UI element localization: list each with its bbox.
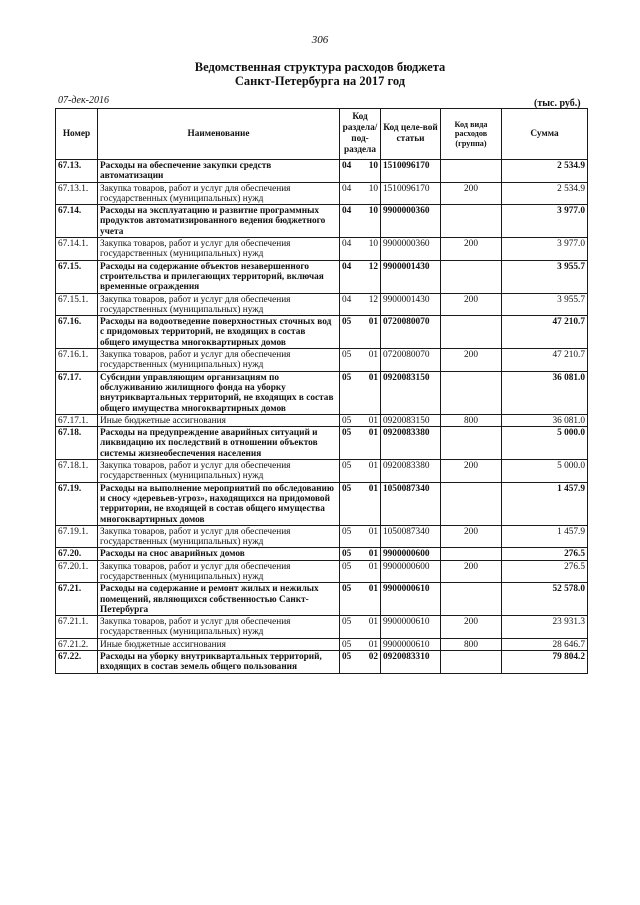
row-article-code: 1050087340 xyxy=(381,482,441,525)
row-kind-code xyxy=(441,205,502,238)
row-section-code xyxy=(340,349,381,372)
subsection-code: 01 xyxy=(368,549,378,560)
row-sum: 276.5 xyxy=(502,548,588,560)
row-kind-code xyxy=(441,583,502,616)
row-sum: 36 081.0 xyxy=(502,371,588,414)
row-number: 67.19. xyxy=(56,482,98,525)
row-number: 67.21.1. xyxy=(56,616,98,639)
section-code: 05 xyxy=(342,461,352,472)
table-row xyxy=(56,182,588,205)
row-number: 67.17.1. xyxy=(56,414,98,426)
section-code: 04 xyxy=(342,239,352,250)
table-row xyxy=(56,525,588,548)
row-article-code: 1050087340 xyxy=(381,525,441,548)
row-kind-code: 800 xyxy=(441,414,502,426)
subsection-code: 10 xyxy=(368,206,378,217)
section-code: 05 xyxy=(342,652,352,663)
header-article: Код целе-вой статьи xyxy=(381,109,441,160)
row-number: 67.21. xyxy=(56,583,98,616)
row-name: Расходы на содержание и ремонт жилых и нежилых помещений, являющихся собственностью Санкт-Петербурга xyxy=(98,583,340,616)
subsection-code: 01 xyxy=(368,317,378,328)
section-code: 05 xyxy=(342,561,352,572)
row-section-code xyxy=(340,371,381,414)
row-sum: 3 955.7 xyxy=(502,293,588,316)
document-date: 07-дек-2016 xyxy=(58,95,109,106)
table-row xyxy=(56,260,588,293)
row-sum: 47 210.7 xyxy=(502,349,588,372)
row-number: 67.19.1. xyxy=(56,525,98,548)
row-number: 67.14. xyxy=(56,205,98,238)
row-article-code: 0920083310 xyxy=(381,651,441,674)
row-number: 67.13.1. xyxy=(56,182,98,205)
table-row xyxy=(56,638,588,650)
row-sum: 5 000.0 xyxy=(502,460,588,483)
units-label: (тыс. руб.) xyxy=(534,98,581,109)
row-number: 67.21.2. xyxy=(56,638,98,650)
row-kind-code: 200 xyxy=(441,560,502,583)
row-section-code xyxy=(340,205,381,238)
row-article-code: 0920083150 xyxy=(381,414,441,426)
row-kind-code: 200 xyxy=(441,460,502,483)
row-section-code xyxy=(340,160,381,183)
subsection-code: 01 xyxy=(368,584,378,595)
section-code: 05 xyxy=(342,584,352,595)
subsection-code: 01 xyxy=(368,639,378,650)
row-section-code xyxy=(340,182,381,205)
table-row xyxy=(56,349,588,372)
row-section-code xyxy=(340,525,381,548)
row-kind-code xyxy=(441,427,502,460)
title-line-2: Санкт-Петербурга на 2017 год xyxy=(234,74,406,88)
table-row xyxy=(56,160,588,183)
row-section-code xyxy=(340,638,381,650)
document-title xyxy=(0,60,640,88)
row-name: Расходы на уборку внутриквартальных территорий, входящих в состав земель общего пользования xyxy=(98,651,340,674)
subsection-code: 01 xyxy=(368,350,378,361)
row-article-code: 0720080070 xyxy=(381,349,441,372)
row-name: Расходы на эксплуатацию и развитие программных продуктов автоматизированного ведения бюджетного учета xyxy=(98,205,340,238)
table-row xyxy=(56,651,588,674)
row-name: Расходы на водоотведение поверхностных сточных вод с придомовых территорий, не входящих в состав общего имущества многоквартирных домов xyxy=(98,316,340,349)
row-sum: 3 977.0 xyxy=(502,205,588,238)
subsection-code: 10 xyxy=(368,239,378,250)
row-number: 67.13. xyxy=(56,160,98,183)
row-name: Расходы на предупреждение аварийных ситуаций и ликвидацию их последствий в отношении объектов системы жизнеобеспечения населения xyxy=(98,427,340,460)
row-name: Субсидии управляющим организациям по обслуживанию жилищного фонда на уборку внутриквартальных территорий, не входящих в состав общего имущества многоквартирных домов xyxy=(98,371,340,414)
row-sum: 36 081.0 xyxy=(502,414,588,426)
row-kind-code: 200 xyxy=(441,349,502,372)
row-kind-code xyxy=(441,651,502,674)
row-kind-code: 200 xyxy=(441,182,502,205)
row-section-code xyxy=(340,414,381,426)
row-article-code: 1510096170 xyxy=(381,182,441,205)
table-row xyxy=(56,371,588,414)
subsection-code: 02 xyxy=(368,652,378,663)
row-name: Расходы на выполнение мероприятий по обследованию и сносу «деревьев-угроз», находящихся на придомовой территории, не входящей в состав общего имущества многоквартирных домов xyxy=(98,482,340,525)
section-code: 05 xyxy=(342,428,352,439)
section-code: 04 xyxy=(342,294,352,305)
header-kind: Код вида расходов (группа) xyxy=(441,109,502,160)
row-name: Закупка товаров, работ и услуг для обеспечения государственных (муниципальных) нужд xyxy=(98,460,340,483)
section-code: 04 xyxy=(342,183,352,194)
subsection-code: 01 xyxy=(368,415,378,426)
table-row xyxy=(56,205,588,238)
row-article-code: 9900000610 xyxy=(381,583,441,616)
row-section-code xyxy=(340,316,381,349)
row-section-code xyxy=(340,651,381,674)
row-kind-code xyxy=(441,260,502,293)
row-kind-code xyxy=(441,548,502,560)
header-name: Наименование xyxy=(98,109,340,160)
row-article-code: 9900000600 xyxy=(381,560,441,583)
row-name: Расходы на содержание объектов незавершенного строительства и прилегающих территорий, включая временные ограждения xyxy=(98,260,340,293)
row-article-code: 9900001430 xyxy=(381,293,441,316)
row-section-code xyxy=(340,560,381,583)
table-row xyxy=(56,427,588,460)
row-kind-code: 200 xyxy=(441,616,502,639)
row-number: 67.15.1. xyxy=(56,293,98,316)
row-section-code xyxy=(340,548,381,560)
row-name: Иные бюджетные ассигнования xyxy=(98,638,340,650)
row-section-code xyxy=(340,482,381,525)
subsection-code: 01 xyxy=(368,428,378,439)
row-sum: 23 931.3 xyxy=(502,616,588,639)
subsection-code: 10 xyxy=(368,183,378,194)
row-name: Расходы на обеспечение закупки средств автоматизации xyxy=(98,160,340,183)
section-code: 05 xyxy=(342,639,352,650)
row-article-code: 9900000610 xyxy=(381,616,441,639)
row-kind-code: 200 xyxy=(441,525,502,548)
row-article-code: 9900001430 xyxy=(381,260,441,293)
row-section-code xyxy=(340,616,381,639)
table-row xyxy=(56,560,588,583)
row-article-code: 9900000360 xyxy=(381,238,441,261)
row-sum: 2 534.9 xyxy=(502,160,588,183)
row-name: Иные бюджетные ассигнования xyxy=(98,414,340,426)
row-number: 67.20.1. xyxy=(56,560,98,583)
table-row xyxy=(56,482,588,525)
subsection-code: 12 xyxy=(368,294,378,305)
section-code: 05 xyxy=(342,317,352,328)
row-article-code: 0920083380 xyxy=(381,427,441,460)
budget-table xyxy=(55,108,588,674)
table-header-row xyxy=(56,109,588,160)
table-row xyxy=(56,460,588,483)
table-row xyxy=(56,583,588,616)
row-number: 67.22. xyxy=(56,651,98,674)
section-code: 05 xyxy=(342,415,352,426)
row-section-code xyxy=(340,583,381,616)
row-section-code xyxy=(340,427,381,460)
title-line-1: Ведомственная структура расходов бюджета xyxy=(194,60,446,74)
subsection-code: 10 xyxy=(368,161,378,171)
section-code: 05 xyxy=(342,526,352,537)
section-code: 05 xyxy=(342,350,352,361)
row-sum: 5 000.0 xyxy=(502,427,588,460)
row-kind-code: 800 xyxy=(441,638,502,650)
subsection-code: 01 xyxy=(368,617,378,628)
section-code: 04 xyxy=(342,161,352,171)
row-number: 67.18. xyxy=(56,427,98,460)
row-name: Закупка товаров, работ и услуг для обеспечения государственных (муниципальных) нужд xyxy=(98,182,340,205)
row-number: 67.20. xyxy=(56,548,98,560)
row-article-code: 9900000360 xyxy=(381,205,441,238)
row-section-code xyxy=(340,293,381,316)
row-number: 67.16. xyxy=(56,316,98,349)
row-sum: 276.5 xyxy=(502,560,588,583)
header-number: Номер xyxy=(56,109,98,160)
section-code: 05 xyxy=(342,372,352,383)
row-name: Закупка товаров, работ и услуг для обеспечения государственных (муниципальных) нужд xyxy=(98,560,340,583)
row-article-code: 0920083380 xyxy=(381,460,441,483)
row-name: Закупка товаров, работ и услуг для обеспечения государственных (муниципальных) нужд xyxy=(98,349,340,372)
row-number: 67.14.1. xyxy=(56,238,98,261)
page-number: 306 xyxy=(311,34,329,46)
table-row xyxy=(56,316,588,349)
section-code: 04 xyxy=(342,261,352,272)
table-row xyxy=(56,548,588,560)
row-sum: 3 955.7 xyxy=(502,260,588,293)
subsection-code: 01 xyxy=(368,461,378,472)
row-name: Расходы на снос аварийных домов xyxy=(98,548,340,560)
subsection-code: 01 xyxy=(368,526,378,537)
row-kind-code xyxy=(441,482,502,525)
table-row xyxy=(56,293,588,316)
section-code: 05 xyxy=(342,617,352,628)
row-sum: 1 457.9 xyxy=(502,525,588,548)
row-article-code: 9900000600 xyxy=(381,548,441,560)
row-number: 67.18.1. xyxy=(56,460,98,483)
row-article-code: 1510096170 xyxy=(381,160,441,183)
section-code: 05 xyxy=(342,483,352,494)
header-sum: Сумма xyxy=(502,109,588,160)
row-article-code: 9900000610 xyxy=(381,638,441,650)
row-sum: 79 804.2 xyxy=(502,651,588,674)
row-kind-code xyxy=(441,371,502,414)
subsection-code: 01 xyxy=(368,561,378,572)
row-article-code: 0920083150 xyxy=(381,371,441,414)
row-name: Закупка товаров, работ и услуг для обеспечения государственных (муниципальных) нужд xyxy=(98,293,340,316)
row-sum: 47 210.7 xyxy=(502,316,588,349)
row-number: 67.16.1. xyxy=(56,349,98,372)
row-sum: 3 977.0 xyxy=(502,238,588,261)
section-code: 05 xyxy=(342,549,352,560)
row-section-code xyxy=(340,260,381,293)
row-number: 67.15. xyxy=(56,260,98,293)
row-sum: 1 457.9 xyxy=(502,482,588,525)
row-kind-code: 200 xyxy=(441,293,502,316)
table-row xyxy=(56,238,588,261)
table-row xyxy=(56,414,588,426)
row-kind-code xyxy=(441,316,502,349)
row-name: Закупка товаров, работ и услуг для обеспечения государственных (муниципальных) нужд xyxy=(98,616,340,639)
subsection-code: 01 xyxy=(368,372,378,383)
row-name: Закупка товаров, работ и услуг для обеспечения государственных (муниципальных) нужд xyxy=(98,525,340,548)
row-sum: 2 534.9 xyxy=(502,182,588,205)
row-sum: 52 578.0 xyxy=(502,583,588,616)
header-section: Код раздела/ под-раздела xyxy=(340,109,381,160)
row-name: Закупка товаров, работ и услуг для обеспечения государственных (муниципальных) нужд xyxy=(98,238,340,261)
row-article-code: 0720080070 xyxy=(381,316,441,349)
row-sum: 28 646.7 xyxy=(502,638,588,650)
row-number: 67.17. xyxy=(56,371,98,414)
subsection-code: 01 xyxy=(368,483,378,494)
section-code: 04 xyxy=(342,206,352,217)
row-section-code xyxy=(340,238,381,261)
subsection-code: 12 xyxy=(368,261,378,272)
row-kind-code xyxy=(441,160,502,183)
row-section-code xyxy=(340,460,381,483)
table-row xyxy=(56,616,588,639)
row-kind-code: 200 xyxy=(441,238,502,261)
